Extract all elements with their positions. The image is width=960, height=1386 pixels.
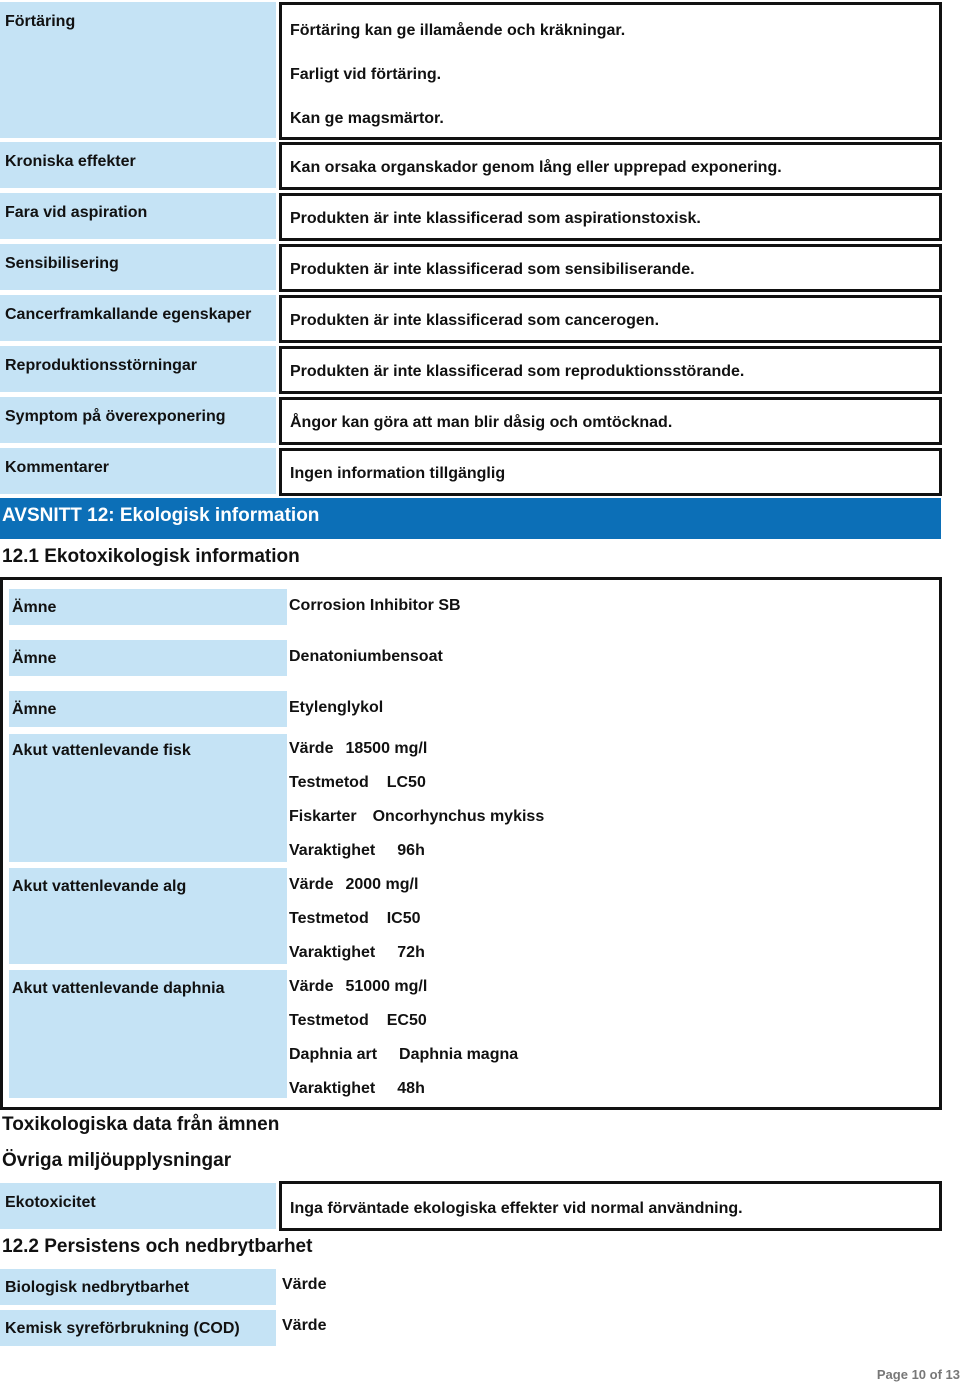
row-label-aspiration (0, 193, 276, 239)
tox-data-heading: Toxikologiska data från ämnen (2, 1114, 280, 1135)
row-label-sensibilisering (0, 244, 276, 290)
value-line: Inga förväntade ekologiska effekter vid normal användning. (290, 1200, 743, 1217)
row-label-cancer (0, 295, 276, 341)
row-label-reproduktion (0, 346, 276, 392)
fish-label: Akut vattenlevande fisk (9, 734, 287, 862)
label-text: Fara vid aspiration (5, 204, 148, 221)
label-text: Symptom på överexponering (5, 408, 226, 425)
value-line: Produkten är inte klassificerad som reproduktionsstörande. (290, 363, 745, 380)
substance-label: Ämne (9, 691, 287, 727)
prop-value: 72h (397, 944, 425, 961)
row-value-cancer (279, 295, 942, 343)
label-text: Kommentarer (5, 459, 110, 476)
alg-label: Akut vattenlevande alg (9, 868, 287, 964)
prop-value: EC50 (386, 1012, 427, 1029)
row-value-kroniska (279, 142, 942, 190)
ecotox-box (0, 577, 942, 1110)
row-label-kommentarer (0, 448, 276, 494)
label-text: Biologisk nedbrytbarhet (5, 1279, 190, 1296)
persist-value: Värde (282, 1276, 327, 1293)
row-label-kroniska (0, 142, 276, 188)
persist-label (0, 1269, 276, 1305)
prop-key: Daphnia art (289, 1046, 378, 1063)
label-text: Kemisk syreförbrukning (COD) (5, 1320, 240, 1337)
substance-label: Ämne (9, 640, 287, 676)
alg-prop (289, 876, 418, 894)
row-value-reproduktion (279, 346, 942, 394)
value-line: Ångor kan göra att man blir dåsig och omtöcknad. (290, 414, 673, 431)
prop-key: Testmetod (289, 774, 369, 791)
label-text: Reproduktionsstörningar (5, 357, 198, 374)
substance-value: Denatoniumbensoat (289, 648, 443, 665)
prop-value: Oncorhynchus mykiss (372, 808, 545, 825)
label-text: Sensibilisering (5, 255, 119, 272)
prop-key: Testmetod (289, 910, 369, 927)
fish-prop (289, 842, 425, 860)
row-value-sensibilisering (279, 244, 942, 292)
daphnia-prop (289, 1080, 425, 1098)
prop-key: Fiskarter (289, 808, 357, 825)
page-number: Page 10 of 13 (876, 1367, 960, 1382)
prop-key: Varaktighet (289, 1080, 376, 1097)
daphnia-prop (289, 1012, 427, 1030)
ekotox-value (279, 1181, 942, 1231)
alg-prop (289, 910, 421, 928)
daphnia-prop (289, 1046, 518, 1064)
substance-value: Corrosion Inhibitor SB (289, 597, 461, 614)
prop-key: Värde (289, 978, 334, 995)
label-text: Förtäring (5, 13, 76, 30)
prop-value: LC50 (386, 774, 426, 791)
daphnia-label: Akut vattenlevande daphnia (9, 970, 287, 1098)
label-text: Ekotoxicitet (5, 1194, 96, 1211)
row-value-symptom (279, 397, 942, 445)
value-line: Förtäring kan ge illamående och kräkningar. (290, 22, 626, 39)
ekotox-label (0, 1183, 276, 1229)
row-label-fortaring (0, 2, 276, 138)
prop-value: 18500 mg/l (345, 740, 428, 757)
prop-key: Värde (289, 740, 334, 757)
row-value-fortaring (279, 2, 942, 140)
prop-key: Varaktighet (289, 944, 376, 961)
label-text: Cancerframkallande egenskaper (5, 306, 252, 323)
value-line: Produkten är inte klassificerad som cancerogen. (290, 312, 660, 329)
fish-prop (289, 808, 544, 826)
fish-prop (289, 740, 427, 758)
fish-prop (289, 774, 426, 792)
value-line: Produkten är inte klassificerad som aspirationstoxisk. (290, 210, 701, 227)
prop-key: Varaktighet (289, 842, 376, 859)
prop-key: Värde (289, 876, 334, 893)
label-text: Kroniska effekter (5, 153, 136, 170)
row-value-aspiration (279, 193, 942, 241)
prop-value: 51000 mg/l (345, 978, 428, 995)
daphnia-prop (289, 978, 427, 996)
substance-label: Ämne (9, 589, 287, 625)
prop-value: Daphnia magna (399, 1046, 519, 1063)
section-title: AVSNITT 12: Ekologisk information (2, 505, 320, 526)
subsection-heading-12-2: 12.2 Persistens och nedbrytbarhet (2, 1236, 313, 1257)
other-info-heading: Övriga miljöupplysningar (2, 1150, 232, 1171)
value-line: Farligt vid förtäring. (290, 66, 442, 83)
prop-value: 2000 mg/l (345, 876, 419, 893)
prop-value: IC50 (386, 910, 421, 927)
row-value-kommentarer (279, 448, 942, 496)
persist-label (0, 1310, 276, 1346)
value-line: Produkten är inte klassificerad som sensibiliserande. (290, 261, 695, 278)
section-banner (0, 498, 941, 539)
persist-value: Värde (282, 1317, 327, 1334)
prop-key: Testmetod (289, 1012, 369, 1029)
value-line: Kan orsaka organskador genom lång eller upprepad exponering. (290, 159, 782, 176)
prop-value: 96h (397, 842, 425, 859)
prop-value: 48h (397, 1080, 425, 1097)
alg-prop (289, 944, 425, 962)
substance-value: Etylenglykol (289, 699, 384, 716)
value-line: Kan ge magsmärtor. (290, 110, 444, 127)
subsection-heading-12-1: 12.1 Ekotoxikologisk information (2, 546, 300, 567)
value-line: Ingen information tillgänglig (290, 465, 506, 482)
row-label-symptom (0, 397, 276, 443)
